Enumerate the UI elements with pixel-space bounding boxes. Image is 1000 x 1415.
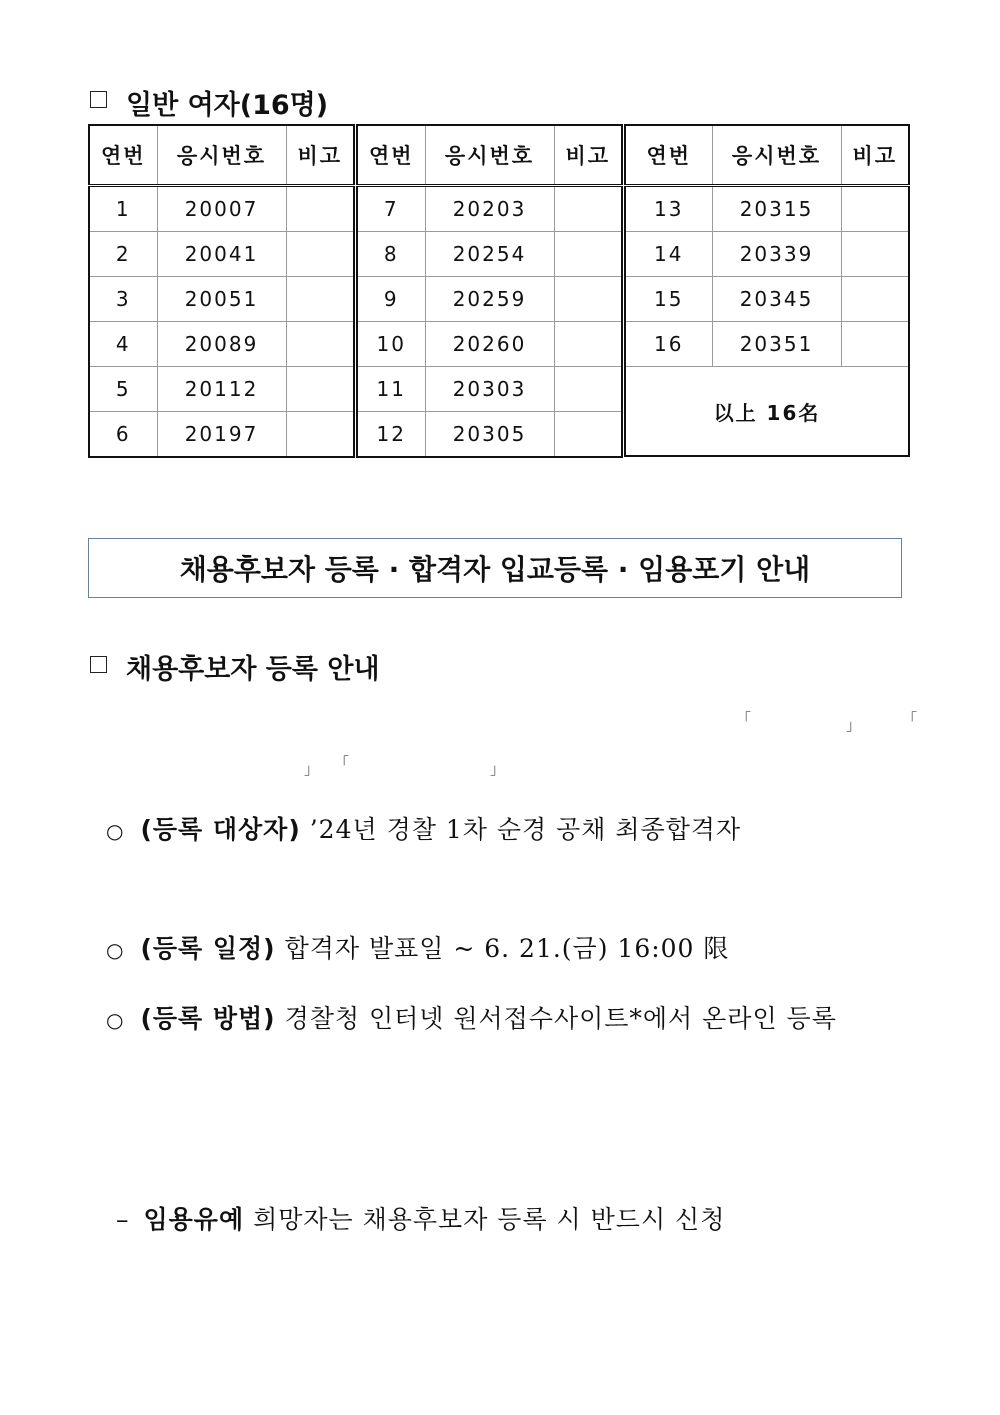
list-item bbox=[106, 999, 837, 1035]
table-row bbox=[89, 412, 354, 458]
table-row bbox=[625, 277, 909, 322]
cell-note bbox=[286, 277, 354, 322]
cell-note bbox=[286, 186, 354, 232]
header-note: 비고 bbox=[554, 125, 622, 186]
bullet-icon: ○ bbox=[106, 819, 125, 843]
cell-note bbox=[286, 232, 354, 277]
item-text: ’24년 경찰 1차 순경 공채 최종합격자 bbox=[309, 815, 742, 844]
bullet-icon: ○ bbox=[106, 1008, 125, 1032]
cell-no: 5 bbox=[89, 367, 157, 412]
table-row bbox=[357, 322, 622, 367]
table-row bbox=[357, 232, 622, 277]
cell-no: 14 bbox=[625, 232, 712, 277]
result-table-1 bbox=[88, 124, 355, 458]
header-no: 연번 bbox=[625, 125, 712, 186]
cell-no: 16 bbox=[625, 322, 712, 367]
cell-note bbox=[841, 322, 909, 367]
result-table-3 bbox=[624, 124, 910, 457]
cell-exam: 20345 bbox=[712, 277, 841, 322]
cell-exam: 20203 bbox=[425, 186, 554, 232]
table-row bbox=[357, 186, 622, 232]
item-text: 경찰청 인터넷 원서접수사이트*에서 온라인 등록 bbox=[284, 1004, 837, 1033]
table-row bbox=[89, 232, 354, 277]
cell-no: 2 bbox=[89, 232, 157, 277]
cell-no: 13 bbox=[625, 186, 712, 232]
header-note: 비고 bbox=[286, 125, 354, 186]
bracket-close: 」 bbox=[304, 760, 320, 778]
list-item bbox=[106, 810, 741, 846]
cell-exam: 20351 bbox=[712, 322, 841, 367]
total-count: 以上 16名 bbox=[625, 367, 909, 457]
table-row bbox=[357, 412, 622, 458]
cell-no: 15 bbox=[625, 277, 712, 322]
cell-exam: 20305 bbox=[425, 412, 554, 458]
table-row bbox=[625, 232, 909, 277]
header-no: 연번 bbox=[357, 125, 425, 186]
sub-bold: 임용유예 bbox=[143, 1205, 245, 1234]
cell-no: 3 bbox=[89, 277, 157, 322]
bracket-close: 」 bbox=[846, 716, 862, 734]
sub-list-item bbox=[116, 1200, 725, 1236]
table-header-row bbox=[357, 125, 622, 186]
section-title: 일반 여자(16명) bbox=[126, 90, 329, 121]
cell-exam: 20051 bbox=[157, 277, 286, 322]
table-row bbox=[625, 322, 909, 367]
cell-note bbox=[286, 412, 354, 458]
cell-no: 12 bbox=[357, 412, 425, 458]
table-row bbox=[89, 186, 354, 232]
cell-note bbox=[841, 277, 909, 322]
cell-exam: 20259 bbox=[425, 277, 554, 322]
cell-no: 7 bbox=[357, 186, 425, 232]
bracket-open: 「 bbox=[736, 710, 752, 728]
header-exam: 응시번호 bbox=[425, 125, 554, 186]
sub-text: 희망자는 채용후보자 등록 시 반드시 신청 bbox=[253, 1205, 726, 1234]
section-banner: 채용후보자 등록 · 합격자 입교등록 · 임용포기 안내 bbox=[88, 538, 902, 598]
result-table-2 bbox=[356, 124, 623, 458]
cell-exam: 20254 bbox=[425, 232, 554, 277]
cell-exam: 20303 bbox=[425, 367, 554, 412]
cell-exam: 20089 bbox=[157, 322, 286, 367]
cell-note bbox=[554, 412, 622, 458]
header-no: 연번 bbox=[89, 125, 157, 186]
cell-exam: 20112 bbox=[157, 367, 286, 412]
item-label: (등록 방법) bbox=[140, 1004, 276, 1033]
cell-note bbox=[841, 232, 909, 277]
table-header-row bbox=[625, 125, 909, 186]
cell-no: 10 bbox=[357, 322, 425, 367]
table-row bbox=[89, 367, 354, 412]
item-label: (등록 일정) bbox=[140, 934, 276, 963]
cell-note bbox=[554, 186, 622, 232]
item-label: (등록 대상자) bbox=[140, 815, 301, 844]
cell-exam: 20007 bbox=[157, 186, 286, 232]
cell-exam: 20315 bbox=[712, 186, 841, 232]
cell-note bbox=[841, 186, 909, 232]
cell-note bbox=[286, 367, 354, 412]
bracket-open: 「 bbox=[902, 710, 918, 728]
cell-note bbox=[554, 367, 622, 412]
cell-no: 4 bbox=[89, 322, 157, 367]
list-item bbox=[106, 929, 729, 965]
section-title: 채용후보자 등록 안내 bbox=[126, 654, 380, 685]
cell-exam: 20339 bbox=[712, 232, 841, 277]
bracket-open: 「 bbox=[334, 754, 350, 772]
cell-note bbox=[554, 232, 622, 277]
table-header-row bbox=[89, 125, 354, 186]
checkbox-icon bbox=[90, 656, 107, 673]
cell-no: 11 bbox=[357, 367, 425, 412]
cell-no: 1 bbox=[89, 186, 157, 232]
item-text: 합격자 발표일 ~ 6. 21.(금) 16:00 限 bbox=[284, 934, 730, 963]
dash-icon: – bbox=[116, 1205, 130, 1234]
cell-exam: 20041 bbox=[157, 232, 286, 277]
bracket-close: 」 bbox=[490, 760, 506, 778]
cell-note bbox=[554, 322, 622, 367]
header-exam: 응시번호 bbox=[157, 125, 286, 186]
table-row bbox=[89, 277, 354, 322]
cell-no: 6 bbox=[89, 412, 157, 458]
cell-exam: 20260 bbox=[425, 322, 554, 367]
cell-no: 9 bbox=[357, 277, 425, 322]
bullet-icon: ○ bbox=[106, 938, 125, 962]
header-exam: 응시번호 bbox=[712, 125, 841, 186]
cell-no: 8 bbox=[357, 232, 425, 277]
cell-note bbox=[554, 277, 622, 322]
cell-exam: 20197 bbox=[157, 412, 286, 458]
table-row bbox=[357, 367, 622, 412]
header-note: 비고 bbox=[841, 125, 909, 186]
table-row bbox=[89, 322, 354, 367]
checkbox-icon bbox=[90, 91, 107, 108]
table-row bbox=[625, 186, 909, 232]
table-row bbox=[357, 277, 622, 322]
cell-note bbox=[286, 322, 354, 367]
